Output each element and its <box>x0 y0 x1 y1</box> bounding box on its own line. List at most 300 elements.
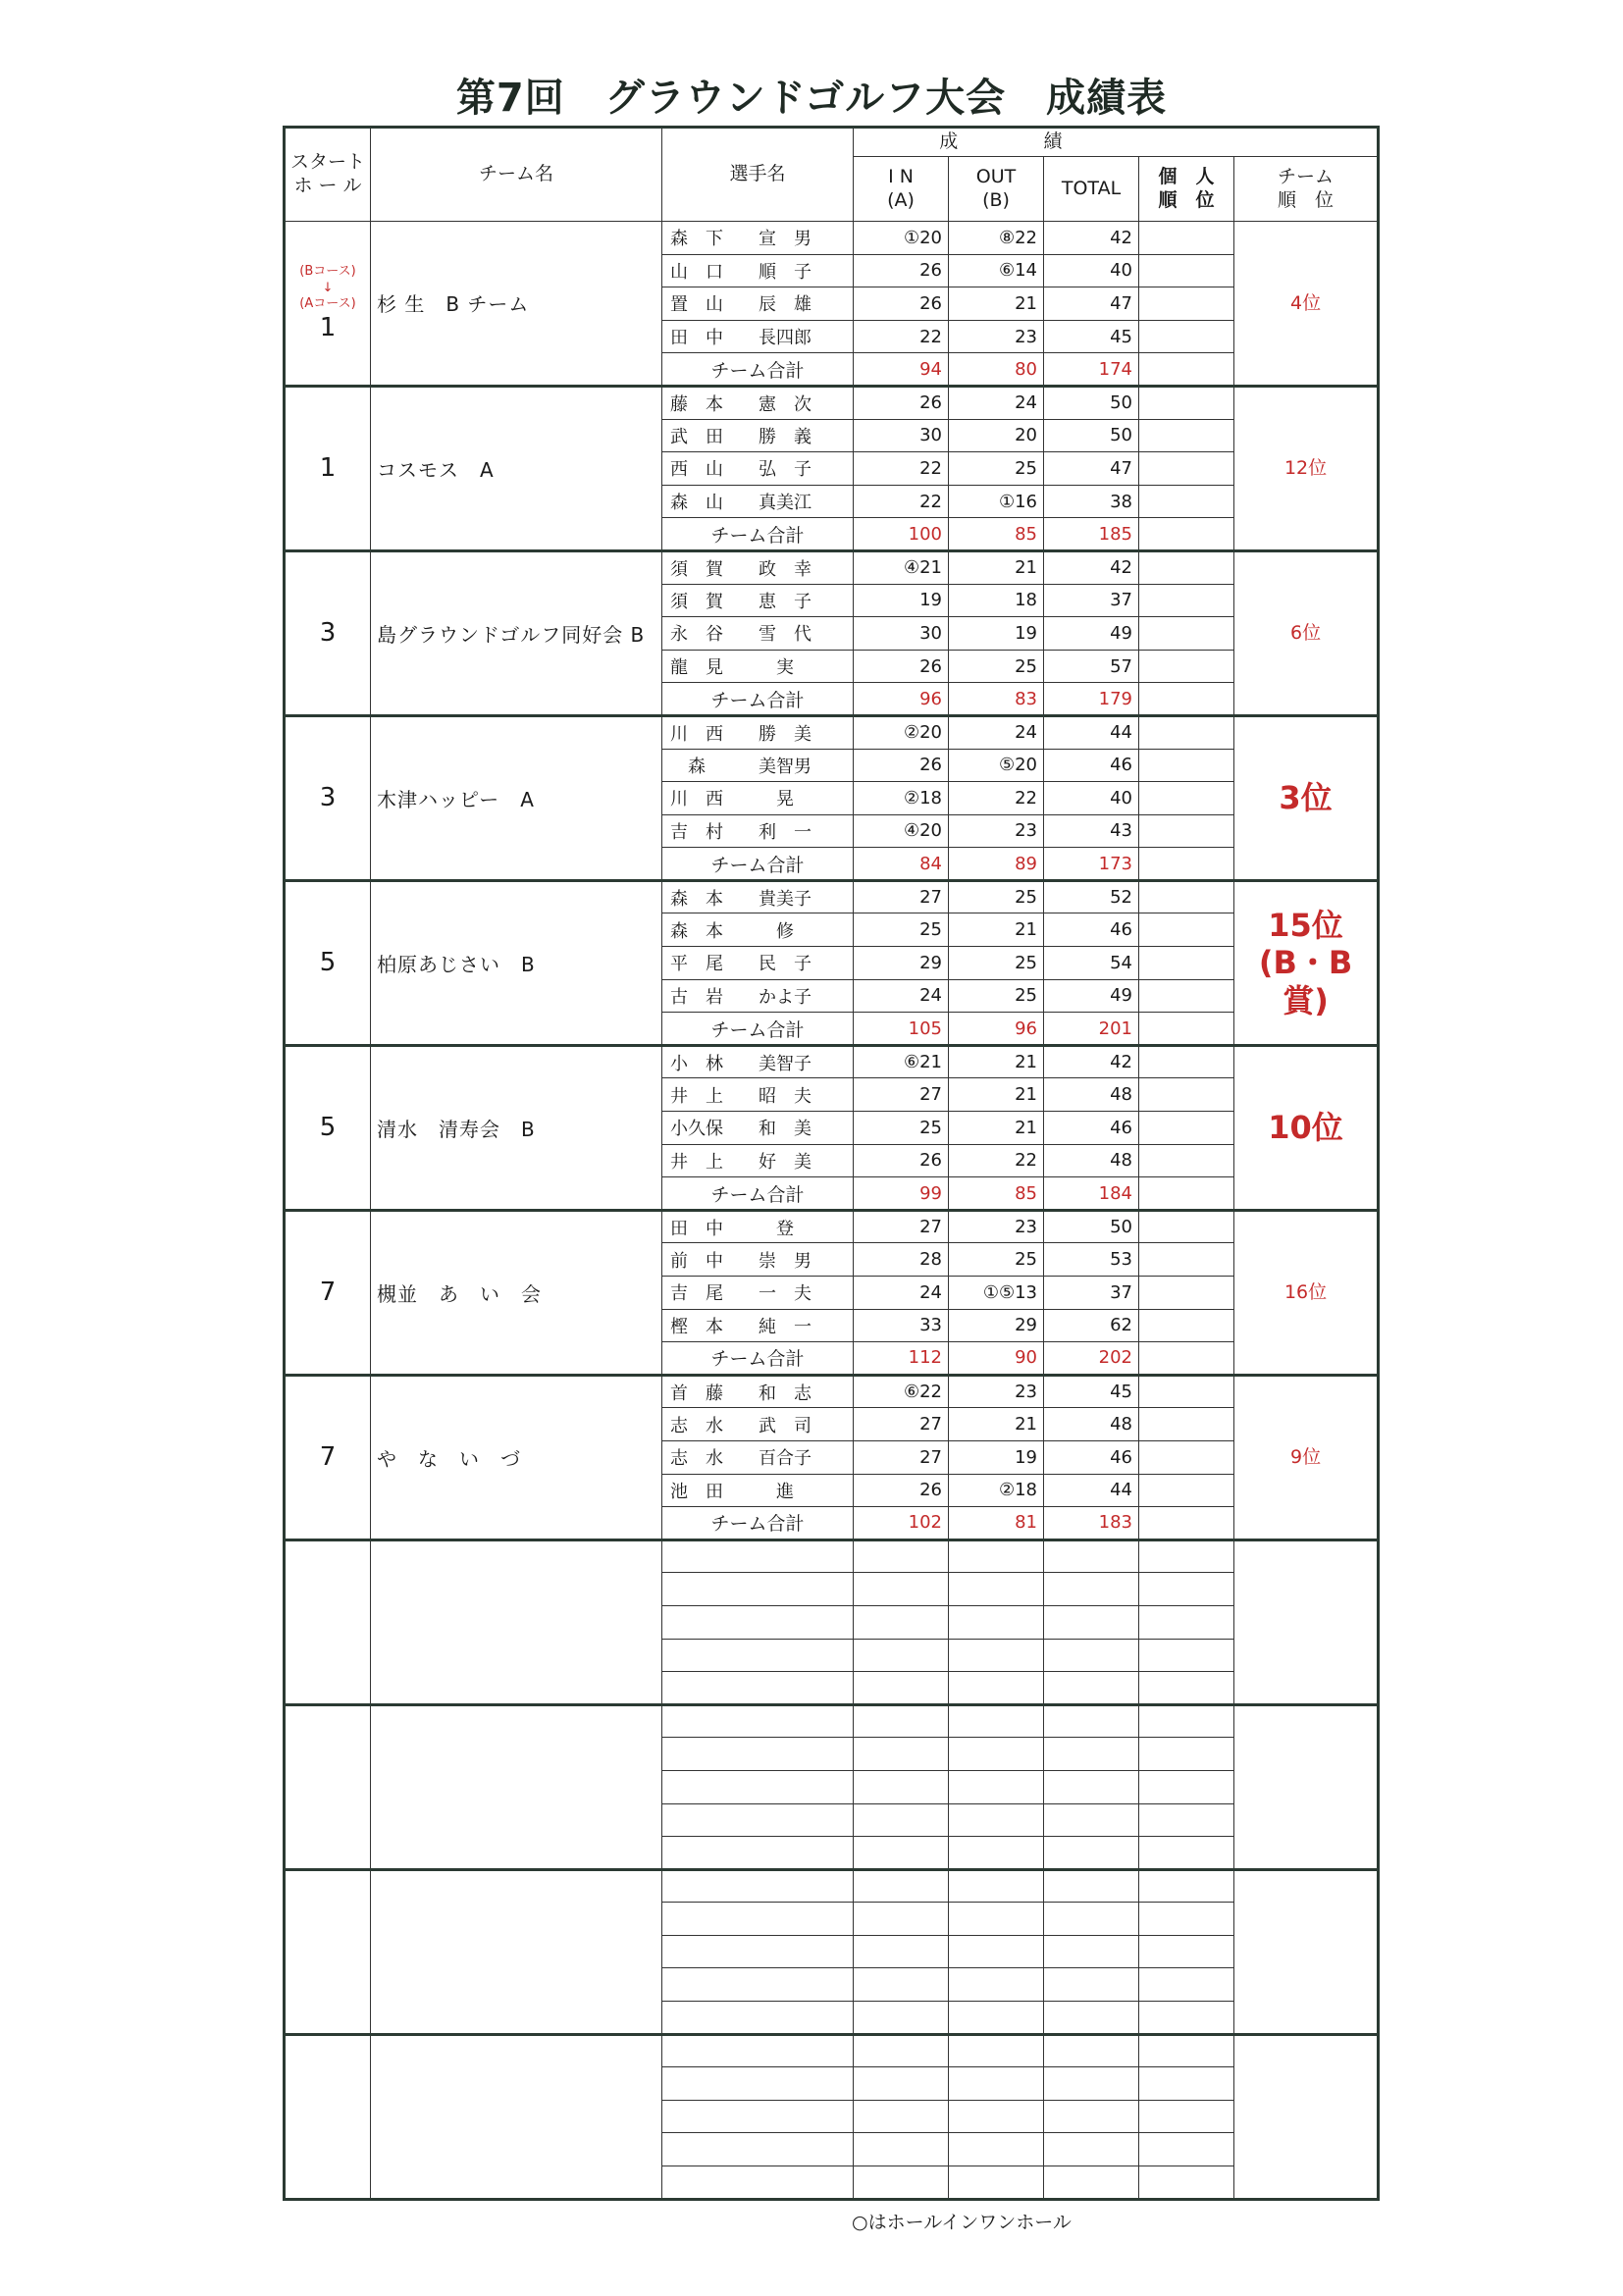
empty-cell <box>1139 2133 1234 2166</box>
team-name: コスモス A <box>371 386 662 550</box>
total-score: 48 <box>1044 1078 1139 1112</box>
out-score: 19 <box>949 1440 1044 1474</box>
team-name: 島グラウンドゴルフ同好会 B <box>371 550 662 715</box>
team-name: や な い づ <box>371 1375 662 1539</box>
individual-rank-cell <box>1139 287 1234 321</box>
empty-cell <box>1044 1639 1139 1672</box>
in-score: ⑥22 <box>854 1375 949 1408</box>
team-sum-label: チーム合計 <box>662 1507 854 1540</box>
individual-rank-cell <box>1139 782 1234 815</box>
team-rank: 12位 <box>1234 386 1379 550</box>
course-note: (Bコース) ↓ (Aコース) <box>299 263 356 312</box>
individual-rank-cell <box>1139 1342 1234 1376</box>
empty-cell <box>1044 2002 1139 2035</box>
start-hole-cell <box>285 880 371 1045</box>
start-hole-cell <box>285 1869 371 2034</box>
team-sum-out: 85 <box>949 1177 1044 1211</box>
out-score: 25 <box>949 979 1044 1013</box>
empty-cell <box>854 1573 949 1606</box>
individual-rank-cell <box>1139 1408 1234 1441</box>
empty-cell <box>662 1639 854 1672</box>
player-row <box>285 715 1379 749</box>
total-score: 43 <box>1044 814 1139 848</box>
score-table <box>283 126 1380 2201</box>
player-name: 小 林 美智子 <box>662 1045 854 1078</box>
total-score: 42 <box>1044 1045 1139 1078</box>
empty-cell <box>1139 1903 1234 1936</box>
total-score: 53 <box>1044 1243 1139 1277</box>
player-name: 置 山 辰 雄 <box>662 287 854 321</box>
player-name: 龍 見 実 <box>662 650 854 683</box>
team-name: 槻並 あ い 会 <box>371 1210 662 1375</box>
empty-cell <box>1044 1903 1139 1936</box>
empty-cell <box>662 1573 854 1606</box>
in-score: ⑥21 <box>854 1045 949 1078</box>
team-name: 杉 生 B チーム <box>371 222 662 387</box>
in-score: 28 <box>854 1243 949 1277</box>
total-score: 49 <box>1044 979 1139 1013</box>
team-sum-in: 96 <box>854 683 949 716</box>
individual-rank-cell <box>1139 1507 1234 1540</box>
empty-cell <box>949 1803 1044 1837</box>
empty-cell <box>662 1869 854 1903</box>
out-score: 21 <box>949 287 1044 321</box>
empty-cell <box>949 1770 1044 1803</box>
in-score: 29 <box>854 947 949 980</box>
out-score: 21 <box>949 550 1044 584</box>
player-row <box>285 1045 1379 1078</box>
individual-rank-cell <box>1139 1210 1234 1243</box>
empty-cell <box>1044 2166 1139 2200</box>
in-score: 26 <box>854 1144 949 1177</box>
team-sum-total: 174 <box>1044 353 1139 387</box>
header-total: TOTAL <box>1044 157 1139 222</box>
footnote: ○はホールインワンホール <box>852 2212 1072 2233</box>
start-hole-cell <box>285 1704 371 1869</box>
empty-cell <box>854 1672 949 1705</box>
in-score: ④21 <box>854 550 949 584</box>
out-score: ①⑤13 <box>949 1277 1044 1310</box>
empty-cell <box>854 1903 949 1936</box>
out-score: 25 <box>949 452 1044 486</box>
player-name: 古 岩 かよ子 <box>662 979 854 1013</box>
team-sum-label: チーム合計 <box>662 1013 854 1046</box>
empty-cell <box>1139 1573 1234 1606</box>
empty-cell <box>949 1869 1044 1903</box>
team-name <box>371 1539 662 1704</box>
empty-cell <box>1139 1672 1234 1705</box>
empty-cell <box>854 1869 949 1903</box>
empty-cell <box>662 1770 854 1803</box>
player-name: 志 水 武 司 <box>662 1408 854 1441</box>
in-score: 27 <box>854 880 949 913</box>
empty-cell <box>1044 2133 1139 2166</box>
team-name: 柏原あじさい B <box>371 880 662 1045</box>
in-score: ②18 <box>854 782 949 815</box>
in-score: 22 <box>854 320 949 353</box>
team-rank: 10位 <box>1234 1045 1379 1210</box>
start-hole-number: 7 <box>319 1278 337 1308</box>
empty-cell <box>949 2100 1044 2133</box>
player-name: 須 賀 恵 子 <box>662 584 854 617</box>
empty-cell <box>1139 1704 1234 1738</box>
empty-cell <box>1044 2067 1139 2101</box>
team-sum-in: 112 <box>854 1342 949 1376</box>
start-hole-number: 3 <box>319 783 337 813</box>
total-score: 50 <box>1044 1210 1139 1243</box>
in-score: 26 <box>854 749 949 782</box>
empty-cell <box>949 1738 1044 1771</box>
team-sum-label: チーム合計 <box>662 848 854 881</box>
empty-cell <box>662 2067 854 2101</box>
player-name: 池 田 進 <box>662 1474 854 1507</box>
team-sum-label: チーム合計 <box>662 518 854 551</box>
player-name: 吉 尾 一 夫 <box>662 1277 854 1310</box>
player-row <box>285 1375 1379 1408</box>
team-sum-out: 96 <box>949 1013 1044 1046</box>
empty-cell <box>1139 1770 1234 1803</box>
empty-cell <box>662 1935 854 1968</box>
team-rank: 16位 <box>1234 1210 1379 1375</box>
total-score: 52 <box>1044 880 1139 913</box>
start-hole-cell <box>285 2034 371 2199</box>
empty-cell <box>949 1935 1044 1968</box>
empty-cell <box>1044 1738 1139 1771</box>
player-name: 須 賀 政 幸 <box>662 550 854 584</box>
total-score: 37 <box>1044 1277 1139 1310</box>
empty-cell <box>1139 2067 1234 2101</box>
empty-cell <box>949 2133 1044 2166</box>
in-score: 27 <box>854 1210 949 1243</box>
team-name <box>371 1704 662 1869</box>
in-score: 22 <box>854 485 949 518</box>
empty-cell <box>1139 1968 1234 2002</box>
empty-row <box>285 1704 1379 1738</box>
team-sum-in: 94 <box>854 353 949 387</box>
empty-cell <box>854 1738 949 1771</box>
team-sum-total: 201 <box>1044 1013 1139 1046</box>
total-score: 48 <box>1044 1408 1139 1441</box>
empty-cell <box>662 1704 854 1738</box>
individual-rank-cell <box>1139 650 1234 683</box>
out-score: 20 <box>949 419 1044 452</box>
total-score: 62 <box>1044 1309 1139 1342</box>
team-rank: 9位 <box>1234 1375 1379 1539</box>
individual-rank-cell <box>1139 254 1234 287</box>
empty-cell <box>949 1573 1044 1606</box>
empty-cell <box>854 2034 949 2067</box>
team-sum-total: 183 <box>1044 1507 1139 1540</box>
out-score: 29 <box>949 1309 1044 1342</box>
team-name: 木津ハッピー A <box>371 715 662 880</box>
empty-cell <box>949 2034 1044 2067</box>
individual-rank-cell <box>1139 1112 1234 1145</box>
empty-cell <box>662 2100 854 2133</box>
individual-rank-cell <box>1139 1440 1234 1474</box>
start-hole-cell <box>285 1045 371 1210</box>
empty-cell <box>662 2002 854 2035</box>
empty-cell <box>662 1539 854 1573</box>
total-score: 46 <box>1044 1440 1139 1474</box>
individual-rank-cell <box>1139 1309 1234 1342</box>
in-score: 26 <box>854 254 949 287</box>
total-score: 47 <box>1044 452 1139 486</box>
player-name: 吉 村 利 一 <box>662 814 854 848</box>
in-score: ①20 <box>854 222 949 255</box>
empty-cell <box>1044 1539 1139 1573</box>
player-row <box>285 550 1379 584</box>
team-sum-in: 99 <box>854 1177 949 1211</box>
empty-cell <box>949 1903 1044 1936</box>
out-score: 25 <box>949 650 1044 683</box>
out-score: 24 <box>949 386 1044 419</box>
in-score: 27 <box>854 1078 949 1112</box>
header-team-name: チーム名 <box>371 128 662 222</box>
player-name: 森 本 修 <box>662 913 854 947</box>
in-score: 27 <box>854 1440 949 1474</box>
out-score: ⑧22 <box>949 222 1044 255</box>
empty-cell <box>1044 2034 1139 2067</box>
empty-cell <box>1139 1639 1234 1672</box>
empty-cell <box>949 1837 1044 1870</box>
total-score: 42 <box>1044 550 1139 584</box>
header-out: OUT (B) <box>949 157 1044 222</box>
start-hole-number: 7 <box>319 1442 337 1473</box>
in-score: 22 <box>854 452 949 486</box>
empty-cell <box>1044 1770 1139 1803</box>
team-rank <box>1234 2034 1379 2199</box>
in-score: 26 <box>854 287 949 321</box>
in-score: 30 <box>854 617 949 651</box>
individual-rank-cell <box>1139 353 1234 387</box>
out-score: 23 <box>949 1375 1044 1408</box>
individual-rank-cell <box>1139 1243 1234 1277</box>
empty-cell <box>662 1605 854 1639</box>
player-name: 山 口 順 子 <box>662 254 854 287</box>
in-score: 33 <box>854 1309 949 1342</box>
total-score: 47 <box>1044 287 1139 321</box>
empty-cell <box>1139 1837 1234 1870</box>
total-score: 42 <box>1044 222 1139 255</box>
total-score: 48 <box>1044 1144 1139 1177</box>
team-name <box>371 1869 662 2034</box>
out-score: 19 <box>949 617 1044 651</box>
out-score: ⑤20 <box>949 749 1044 782</box>
empty-cell <box>949 1968 1044 2002</box>
start-hole-number: 3 <box>319 618 337 649</box>
empty-cell <box>662 1903 854 1936</box>
empty-cell <box>1044 1869 1139 1903</box>
start-hole-cell <box>285 1539 371 1704</box>
player-name: 武 田 勝 義 <box>662 419 854 452</box>
player-name: 森 本 貴美子 <box>662 880 854 913</box>
empty-cell <box>854 2067 949 2101</box>
out-score: 21 <box>949 913 1044 947</box>
team-sum-out: 89 <box>949 848 1044 881</box>
in-score: 26 <box>854 1474 949 1507</box>
team-sum-out: 83 <box>949 683 1044 716</box>
empty-cell <box>1044 1704 1139 1738</box>
in-score: 19 <box>854 584 949 617</box>
team-sum-label: チーム合計 <box>662 1342 854 1376</box>
total-score: 40 <box>1044 782 1139 815</box>
team-sum-total: 202 <box>1044 1342 1139 1376</box>
player-name: 樫 本 純 一 <box>662 1309 854 1342</box>
empty-cell <box>1044 1968 1139 2002</box>
empty-cell <box>1139 2002 1234 2035</box>
start-hole-cell <box>285 1210 371 1375</box>
total-score: 46 <box>1044 913 1139 947</box>
header-individual-rank: 個 人 順 位 <box>1139 157 1234 222</box>
empty-cell <box>662 1803 854 1837</box>
in-score: ④20 <box>854 814 949 848</box>
individual-rank-cell <box>1139 814 1234 848</box>
header-in: I N (A) <box>854 157 949 222</box>
player-name: 森 山 真美江 <box>662 485 854 518</box>
team-sum-out: 90 <box>949 1342 1044 1376</box>
empty-cell <box>949 1539 1044 1573</box>
total-score: 50 <box>1044 386 1139 419</box>
player-name: 田 中 長四郎 <box>662 320 854 353</box>
individual-rank-cell <box>1139 617 1234 651</box>
team-rank: 4位 <box>1234 222 1379 387</box>
individual-rank-cell <box>1139 1045 1234 1078</box>
header-seiseki-right: 績 <box>1044 128 1379 157</box>
empty-cell <box>854 1639 949 1672</box>
empty-cell <box>1044 1573 1139 1606</box>
out-score: ②18 <box>949 1474 1044 1507</box>
team-sum-in: 102 <box>854 1507 949 1540</box>
out-score: ⑥14 <box>949 254 1044 287</box>
out-score: 25 <box>949 947 1044 980</box>
total-score: 50 <box>1044 419 1139 452</box>
out-score: 24 <box>949 715 1044 749</box>
empty-cell <box>1139 1539 1234 1573</box>
individual-rank-cell <box>1139 913 1234 947</box>
empty-cell <box>949 1704 1044 1738</box>
individual-rank-cell <box>1139 550 1234 584</box>
out-score: 22 <box>949 1144 1044 1177</box>
in-score: 27 <box>854 1408 949 1441</box>
empty-cell <box>854 2100 949 2133</box>
team-sum-label: チーム合計 <box>662 353 854 387</box>
empty-cell <box>662 2133 854 2166</box>
individual-rank-cell <box>1139 222 1234 255</box>
total-score: 46 <box>1044 1112 1139 1145</box>
individual-rank-cell <box>1139 947 1234 980</box>
in-score: 25 <box>854 1112 949 1145</box>
empty-cell <box>1139 2034 1234 2067</box>
individual-rank-cell <box>1139 880 1234 913</box>
team-sum-label: チーム合計 <box>662 1177 854 1211</box>
player-name: 森 美智男 <box>662 749 854 782</box>
empty-cell <box>1044 1672 1139 1705</box>
team-rank: 15位 (B・B 賞) <box>1234 880 1379 1045</box>
empty-cell <box>854 1935 949 1968</box>
empty-cell <box>854 1803 949 1837</box>
total-score: 49 <box>1044 617 1139 651</box>
player-name: 西 山 弘 子 <box>662 452 854 486</box>
team-rank: 6位 <box>1234 550 1379 715</box>
total-score: 37 <box>1044 584 1139 617</box>
start-hole-cell <box>285 550 371 715</box>
individual-rank-cell <box>1139 419 1234 452</box>
total-score: 46 <box>1044 749 1139 782</box>
out-score: 18 <box>949 584 1044 617</box>
empty-cell <box>949 1672 1044 1705</box>
empty-cell <box>854 1837 949 1870</box>
team-sum-in: 100 <box>854 518 949 551</box>
empty-cell <box>854 2002 949 2035</box>
total-score: 38 <box>1044 485 1139 518</box>
empty-cell <box>854 2133 949 2166</box>
header-seiseki-left: 成 <box>854 128 1044 157</box>
player-name: 川 西 勝 美 <box>662 715 854 749</box>
total-score: 54 <box>1044 947 1139 980</box>
in-score: 24 <box>854 979 949 1013</box>
empty-row <box>285 1869 1379 1903</box>
individual-rank-cell <box>1139 1013 1234 1046</box>
individual-rank-cell <box>1139 386 1234 419</box>
score-body <box>285 222 1379 2200</box>
team-sum-out: 85 <box>949 518 1044 551</box>
player-name: 井 上 昭 夫 <box>662 1078 854 1112</box>
individual-rank-cell <box>1139 1474 1234 1507</box>
header-start-hole: スタート ホ ー ル <box>285 128 371 222</box>
out-score: 23 <box>949 1210 1044 1243</box>
team-rank: 3位 <box>1234 715 1379 880</box>
start-hole-number: 1 <box>319 313 337 343</box>
empty-cell <box>949 2067 1044 2101</box>
individual-rank-cell <box>1139 485 1234 518</box>
in-score: 26 <box>854 650 949 683</box>
empty-cell <box>949 1605 1044 1639</box>
out-score: 23 <box>949 320 1044 353</box>
empty-cell <box>854 1539 949 1573</box>
empty-cell <box>662 1968 854 2002</box>
team-sum-out: 81 <box>949 1507 1044 1540</box>
player-name: 平 尾 民 子 <box>662 947 854 980</box>
total-score: 57 <box>1044 650 1139 683</box>
empty-cell <box>1139 1803 1234 1837</box>
individual-rank-cell <box>1139 584 1234 617</box>
team-sum-total: 184 <box>1044 1177 1139 1211</box>
player-name: 藤 本 憲 次 <box>662 386 854 419</box>
empty-cell <box>662 1672 854 1705</box>
team-name <box>371 2034 662 2199</box>
header-team-rank: チーム 順 位 <box>1234 157 1379 222</box>
empty-row <box>285 2034 1379 2067</box>
start-hole-cell <box>285 715 371 880</box>
in-score: 26 <box>854 386 949 419</box>
in-score: 24 <box>854 1277 949 1310</box>
empty-cell <box>662 1837 854 1870</box>
empty-cell <box>854 2166 949 2200</box>
individual-rank-cell <box>1139 518 1234 551</box>
empty-cell <box>1139 1738 1234 1771</box>
out-score: ①16 <box>949 485 1044 518</box>
out-score: 22 <box>949 782 1044 815</box>
empty-cell <box>1139 2166 1234 2200</box>
individual-rank-cell <box>1139 1078 1234 1112</box>
empty-cell <box>662 2034 854 2067</box>
out-score: 25 <box>949 1243 1044 1277</box>
header-player-name: 選手名 <box>662 128 854 222</box>
empty-cell <box>854 1770 949 1803</box>
team-sum-total: 179 <box>1044 683 1139 716</box>
in-score: ②20 <box>854 715 949 749</box>
team-sum-in: 84 <box>854 848 949 881</box>
